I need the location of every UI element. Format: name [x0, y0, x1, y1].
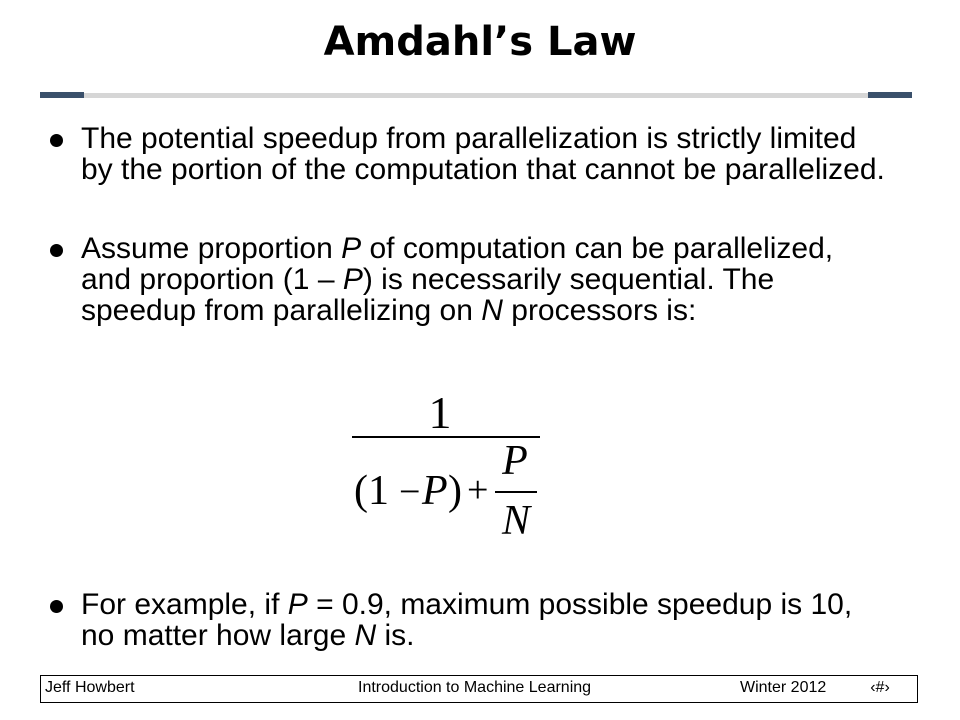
formula-term-close: ) [448, 468, 462, 514]
slide-title: Amdahl’s Law [323, 19, 637, 65]
bullet-text-rich: For example, if P = 0.9, maximum possible speedup is 10, no matter how large N is. [81, 588, 853, 652]
bullet-item [50, 589, 890, 651]
variable-n: N [354, 619, 377, 652]
bullet-text [81, 233, 890, 326]
formula-inner-numerator: P [502, 438, 528, 484]
variable-p: P [287, 588, 308, 621]
title-rule [84, 93, 868, 98]
formula-minus: − [399, 471, 421, 513]
formula-term-open: (1 [354, 468, 389, 514]
bullet-text-rich: Assume proportion P of computation can be parallelized, and proportion (1 – P) is necessarily sequential. The speedup from parallelizing on N processors is: [81, 232, 834, 327]
bullet-item [50, 233, 890, 326]
footer-page-number: ‹#› [870, 679, 890, 696]
title-rule-left-accent [40, 92, 84, 98]
footer-term: Winter 2012 [740, 679, 827, 696]
speedup-formula [330, 388, 560, 548]
bullet-item [50, 123, 890, 185]
bullet-dot-icon [50, 244, 63, 257]
variable-p: P [341, 232, 362, 265]
formula-numerator: 1 [428, 388, 452, 438]
bullet-dot-icon [50, 600, 63, 613]
bullet-dot-icon [50, 134, 63, 147]
bullet-text: The potential speedup from parallelization is strictly limited by the portion of the computation that cannot be parallelized. [81, 122, 885, 186]
variable-n: N [481, 294, 503, 327]
footer-course: Introduction to Machine Learning [358, 679, 592, 696]
title-rule-right-accent [868, 92, 912, 98]
footer-author: Jeff Howbert [45, 679, 135, 696]
bullet-text [81, 589, 890, 651]
formula-inner-denominator: N [501, 498, 531, 544]
variable-p: P [342, 263, 363, 296]
formula-plus: + [467, 469, 489, 511]
formula-P: P [422, 468, 448, 514]
